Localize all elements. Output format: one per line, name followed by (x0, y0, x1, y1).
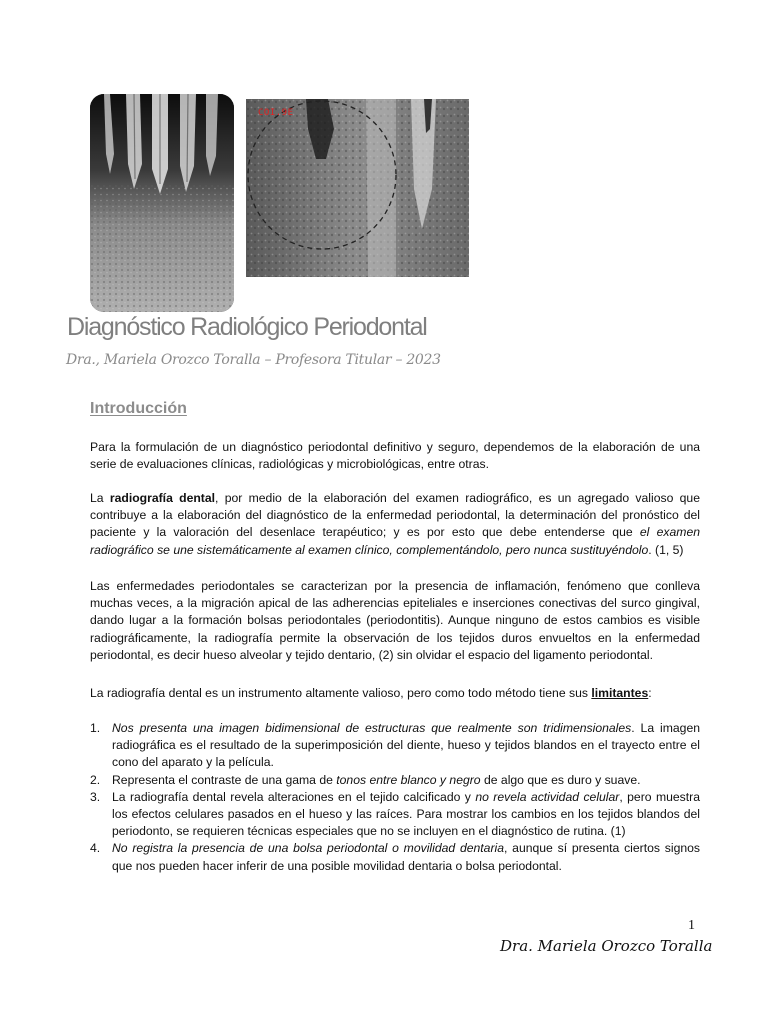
paragraph-3: Las enfermedades periodontales se caracterizan por la presencia de inflamación, fenómeno que conlleva muchas veces, a la migración apical de las adherencias epiteliales e inserciones conectivas del surco gingival, dando lugar a la formación bolsas periodontales (periodontitis). Aunque ninguno de estos cambios es visible radiográficamente, la radiografía permite la observación de los tejidos duros envueltos en la enfermedad periodontal, es decir hueso alveolar y tejido dentario, (2) sin olvidar el espacio del ligamento periodontal. (90, 579, 700, 662)
list-item-text: , pero muestra los efectos celulares pasados en el hueso y las raíces. Para mostrar los cambios en los tejidos blandos del periodonto, se requieren técnicas especiales que no se incluyen en el diagnóstico de rutina. (1) (112, 789, 700, 839)
list-item (90, 840, 700, 874)
list-item-text: . La imagen radiográfica es el resultado de la superimposición del diente, hueso y tejidos blandos en el trayecto entre el cono del aparato y la película. (112, 721, 701, 770)
paragraph-1: Para la formulación de un diagnóstico periodontal definitivo y seguro, dependemos de la elaboración de una serie de evaluaciones clínicas, radiológicas y microbiológicas, entre otras. (90, 440, 700, 472)
list-item-text-pre: Representa el contraste de una gama de (112, 772, 337, 787)
xray-incisors-drawing (90, 94, 234, 312)
page-number: 1 (688, 918, 695, 933)
list-item-text-pre: La radiografía dental revela alteraciones en el tejido calcificado y (112, 789, 476, 804)
list-item-italic: Nos presenta una imagen bidimensional de estructuras que realmente son tridimensionales (112, 721, 632, 735)
xray-lesion-drawing (246, 99, 469, 277)
xray-image-periodontal-lesion (246, 99, 469, 277)
section-heading-introduccion: Introducción (90, 400, 187, 417)
p2-citation: . (1, 5) (648, 542, 684, 557)
p4-colon: : (648, 686, 652, 700)
list-item-italic: no revela actividad celular (475, 789, 620, 804)
p2-bold-radiografia: radiografía dental (109, 491, 216, 505)
list-number: 1. (90, 721, 101, 735)
p4-text-a: La radiografía dental es un instrumento altamente valioso, pero como todo método tiene sus (90, 686, 592, 700)
document-title: Diagnóstico Radiológico Periodontal (67, 313, 427, 341)
list-item-text: de algo que es duro y suave. (480, 772, 641, 787)
list-number: 2. (90, 772, 101, 787)
list-item-italic: No registra la presencia de una bolsa periodontal o movilidad dentaria (112, 841, 504, 856)
p2-text-a: La (90, 491, 110, 505)
limitations-list (90, 720, 700, 875)
list-item-text: , aunque sí presenta ciertos signos que nos pueden hacer inferir de una posible movilidad dentaria o bolsa periodontal. (112, 841, 700, 873)
footer-signature: Dra. Mariela Orozco Toralla (500, 937, 713, 955)
p4-bold-limitantes: limitantes (591, 686, 649, 700)
p2-italic-emphasis: el examen radiográfico se une sistemáticamente al examen clínico, complementándolo, pero nunca sustituyéndolo (90, 525, 701, 557)
p2-text-c: , por medio de la elaboración del examen radiográfico, es un agregado valioso que contribuye a la elaboración del diagnóstico de la enfermedad periodontal, la determinación del pronóstico del paciente y la valoración del desenlace terapéutico; y es por esto que debe entenderse que (90, 491, 700, 540)
list-number: 3. (90, 789, 101, 804)
xray-label: COI.9E (258, 108, 294, 118)
paragraph-4 (90, 685, 700, 702)
list-item-italic: tonos entre blanco y negro (336, 772, 481, 787)
list-number: 4. (90, 841, 101, 856)
list-item (90, 772, 700, 789)
paragraph-2 (90, 490, 700, 559)
list-item (90, 720, 700, 772)
list-item (90, 789, 700, 841)
xray-image-incisors (90, 94, 234, 312)
author-line: Dra., Mariela Orozco Toralla – Profesora Titular – 2023 (66, 352, 441, 368)
